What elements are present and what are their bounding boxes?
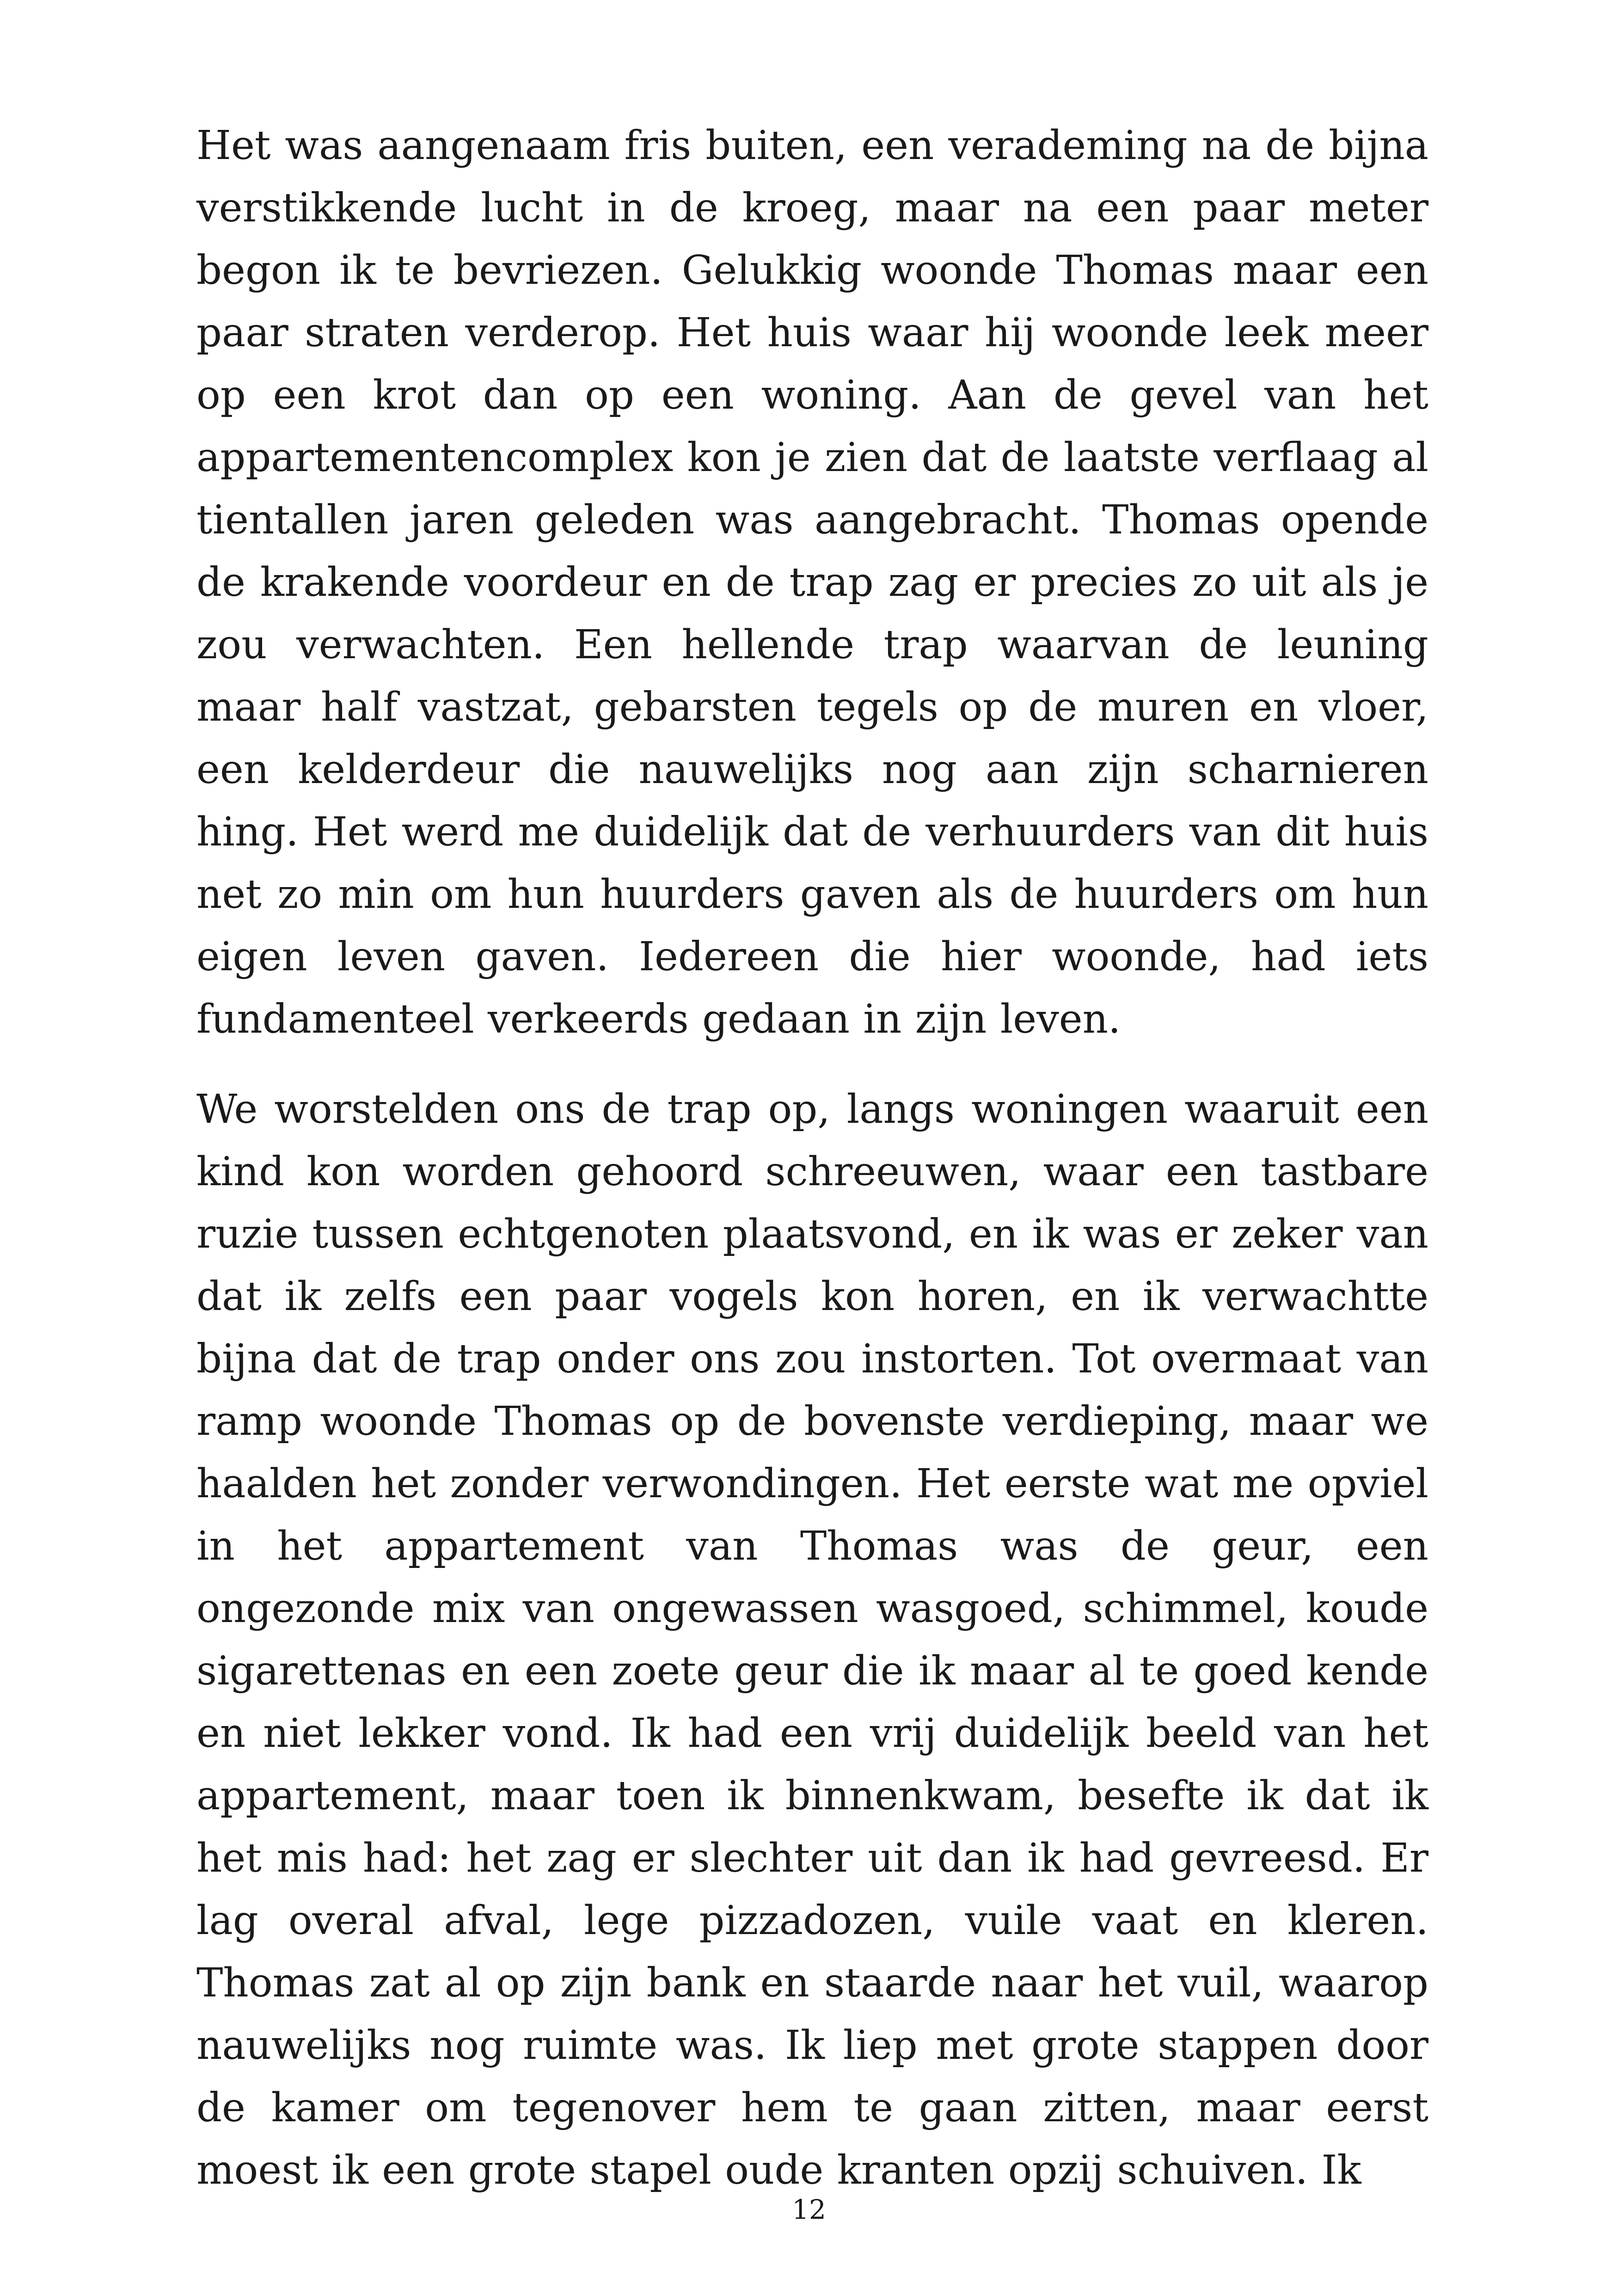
page-number: 12 — [792, 2194, 826, 2225]
paragraph-1: Het was aangenaam fris buiten, een verademing na de bijna verstikkende lucht in de kroeg, maar na een paar meter begon ik te bevriezen. Gelukkig woonde Thomas maar een paar straten verderop. Het huis waar hij woonde leek meer op een krot dan op een woning. Aan de gevel van het appartementencomplex kon je zien dat de laatste verflaag al tientallen jaren geleden was aangebracht. Thomas opende de krakende voordeur en de trap zag er precies zo uit als je zou verwachten. Een hellende trap waarvan de leuning maar half vastzat, gebarsten tegels op de muren en vloer, een kelderdeur die nauwelijks nog aan zijn scharnieren hing. Het werd me duidelijk dat de verhuurders van dit huis net zo min om hun huurders gaven als de huurders om hun eigen leven gaven. Iedereen die hier woonde, had iets fundamenteel verkeerds gedaan in zijn leven. — [196, 122, 1428, 1042]
body-text — [196, 115, 1428, 2202]
paragraph-2: We worstelden ons de trap op, langs woningen waaruit een kind kon worden gehoord schreeuwen, waar een tastbare ruzie tussen echtgenoten plaatsvond, en ik was er zeker van dat ik zelfs een paar vogels kon horen, en ik verwachtte bijna dat de trap onder ons zou instorten. Tot overmaat van ramp woonde Thomas op de bovenste verdieping, maar we haalden het zonder verwondingen. Het eerste wat me opviel in het appartement van Thomas was de geur, een ongezonde mix van ongewassen wasgoed, schimmel, koude sigarettenas en een zoete geur die ik maar al te goed kende en niet lekker vond. Ik had een vrij duidelijk beeld van het appartement, maar toen ik binnenkwam, besefte ik dat ik het mis had: het zag er slechter uit dan ik had gevreesd. Er lag overal afval, lege pizzadozen, vuile vaat en kleren. Thomas zat al op zijn bank en staarde naar het vuil, waarop nauwelijks nog ruimte was. Ik liep met grote stappen door de kamer om tegenover hem te gaan zitten, maar eerst moest ik een grote stapel oude kranten opzij schuiven. Ik — [196, 1086, 1428, 2193]
